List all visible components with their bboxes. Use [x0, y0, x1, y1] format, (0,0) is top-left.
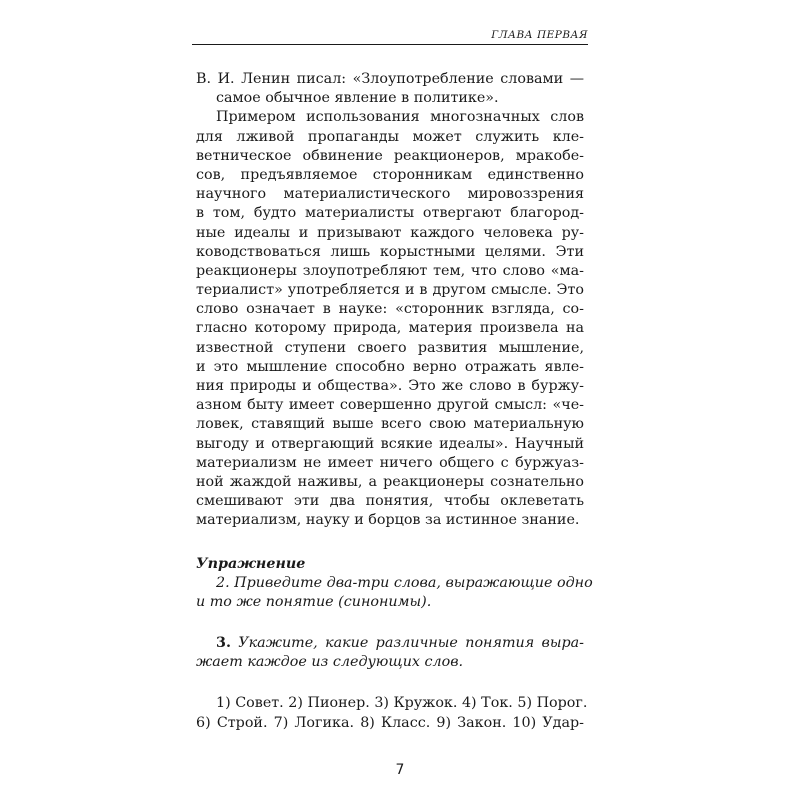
text-line: 2. Приведите два-три слова, выражающие одно — [216, 574, 593, 591]
paragraph-materialism — [196, 108, 584, 530]
text-line: жает каждое из следующих слов. — [196, 654, 464, 671]
exercise-text: Укажите, какие различные понятия выра- — [238, 635, 584, 652]
paragraph-lenin-quote — [196, 70, 584, 108]
text-line: в том, будто материалисты отвергают благород- — [196, 205, 584, 222]
text-line: 1) Совет. 2) Пионер. 3) Кружок. 4) Ток. 5) Порог. — [216, 695, 588, 712]
text-line: ные идеалы и призывают каждого человека ру- — [196, 224, 584, 241]
text-line: териалист» употребляется и в другом смысле. Это — [196, 282, 584, 299]
text-line: для лживой пропаганды может служить кле- — [196, 128, 584, 145]
text-line: выгоду и отвергающий всякие идеалы». Научный — [196, 435, 584, 452]
text-line: самое обычное явление в политике». — [216, 90, 499, 107]
text-line: ной жаждой наживы, а реакционеры сознательно — [196, 473, 584, 490]
word-list — [196, 694, 588, 732]
exercise-number: 3. — [216, 635, 231, 652]
text-line: ветническое обвинение реакционеров, мракобе- — [196, 147, 584, 164]
text-line — [196, 634, 584, 653]
text-line: сов, предъявляемое сторонникам единственно — [196, 166, 584, 183]
exercise-section — [196, 555, 593, 733]
text-line: и это мышление способно верно отражать явле- — [196, 358, 584, 375]
text-line: известной ступени своего развития мышление, — [196, 339, 584, 356]
text-line: и то же понятие (синонимы). — [196, 593, 432, 610]
spacer — [196, 672, 584, 694]
header-rule — [192, 44, 588, 45]
text-line: Примером использования многозначных слов — [216, 109, 584, 126]
text-line: В. И. Ленин писал: «Злоупотребление словами — — [196, 71, 584, 87]
text-line: научного материалистического мировоззрения — [196, 186, 584, 203]
spacer — [196, 531, 584, 555]
text-line: ководствоваться лишь корыстными целями. Эти — [196, 243, 584, 260]
text-line: смешивают эти два понятия, чтобы оклеветать — [196, 493, 584, 510]
exercise-heading: Упражнение — [196, 555, 306, 572]
text-line: гласно которому природа, материя произвела на — [196, 320, 584, 337]
text-line: материализм не имеет ничего общего с буржуаз- — [196, 454, 584, 471]
text-line: слово означает в науке: «сторонник взгляда, со- — [196, 301, 584, 318]
running-head: ГЛАВА ПЕРВАЯ — [491, 29, 588, 41]
page-body — [196, 70, 593, 733]
text-line: ния природы и общества». Это же слово в буржу- — [196, 378, 584, 394]
text-line: 6) Строй. 7) Логика. 8) Класс. 9) Закон. 10) Удар- — [196, 714, 584, 731]
exercise-2 — [196, 574, 593, 612]
text-line: азном быту имеет совершенно другой смысл: «че- — [196, 397, 584, 414]
page-number: 7 — [395, 762, 405, 778]
exercise-3 — [196, 634, 584, 672]
text-line: материализм, науку и борцов за истинное знание. — [196, 512, 580, 529]
spacer — [196, 612, 584, 634]
text-line: ловек, ставящий выше всего свою материальную — [196, 416, 584, 433]
text-line: реакционеры злоупотребляют тем, что слово «ма- — [196, 262, 584, 279]
